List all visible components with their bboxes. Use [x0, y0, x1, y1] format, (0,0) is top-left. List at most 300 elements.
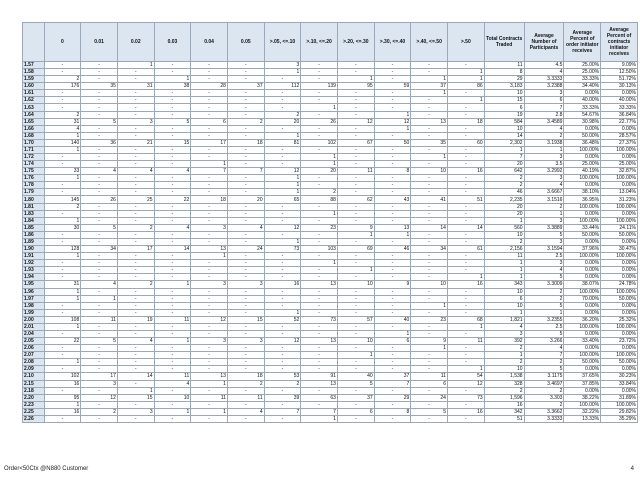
table-cell: -	[227, 69, 264, 76]
table-row	[23, 394, 638, 401]
table-cell: 51	[447, 196, 484, 203]
table-cell: 3	[484, 330, 524, 337]
table-cell: -	[191, 302, 228, 309]
table-cell: 2	[264, 380, 301, 387]
table-row	[23, 139, 638, 146]
table-cell: 2	[44, 111, 81, 118]
table-cell: 1,821	[484, 316, 524, 323]
table-cell: 9	[374, 281, 411, 288]
table-cell: 0.00%	[601, 366, 638, 373]
table-cell: 18	[447, 118, 484, 125]
table-cell: 1	[524, 210, 564, 217]
table-cell: 1	[301, 260, 338, 267]
row-label: 1.64	[23, 111, 45, 118]
table-cell: -	[447, 415, 484, 422]
table-row	[23, 146, 638, 153]
table-cell: -	[154, 111, 191, 118]
table-cell: -	[117, 154, 154, 161]
table-cell: -	[81, 189, 118, 196]
table-cell: -	[81, 161, 118, 168]
table-cell: 73	[447, 394, 484, 401]
table-cell: -	[411, 132, 448, 139]
table-cell: 4	[524, 182, 564, 189]
table-cell: -	[301, 387, 338, 394]
table-cell: 0.00%	[564, 210, 601, 217]
table-cell: -	[81, 175, 118, 182]
table-cell: 1	[337, 76, 374, 83]
table-cell: 13	[301, 281, 338, 288]
table-cell: -	[411, 182, 448, 189]
table-cell: 31	[44, 281, 81, 288]
table-row	[23, 231, 638, 238]
table-cell: 3.3889	[524, 224, 564, 231]
table-cell: 15	[484, 97, 524, 104]
table-cell: 1	[264, 132, 301, 139]
table-cell: 25	[117, 196, 154, 203]
table-cell: -	[191, 401, 228, 408]
table-cell: -	[447, 288, 484, 295]
table-cell: 25.00%	[601, 161, 638, 168]
table-row	[23, 161, 638, 168]
table-cell: -	[227, 111, 264, 118]
table-cell: 26	[301, 118, 338, 125]
table-cell: 100.00%	[564, 146, 601, 153]
table-cell: 4	[154, 224, 191, 231]
row-label: 1.60	[23, 83, 45, 90]
table-cell: 2	[524, 203, 564, 210]
table-cell: -	[117, 97, 154, 104]
table-cell: 12	[337, 118, 374, 125]
table-cell: -	[374, 76, 411, 83]
table-cell: -	[81, 203, 118, 210]
table-cell: 63	[301, 394, 338, 401]
table-cell: -	[154, 161, 191, 168]
table-cell: -	[337, 302, 374, 309]
table-cell: -	[191, 132, 228, 139]
table-cell: 1	[154, 76, 191, 83]
table-cell: -	[447, 217, 484, 224]
table-cell: 0.00%	[601, 210, 638, 217]
table-cell: -	[447, 125, 484, 132]
table-cell: 100.00%	[564, 203, 601, 210]
table-cell: -	[117, 267, 154, 274]
table-cell: 6	[411, 380, 448, 387]
table-cell: 62	[337, 196, 374, 203]
data-table	[22, 22, 638, 423]
table-cell: -	[301, 401, 338, 408]
table-cell: -	[117, 253, 154, 260]
table-cell: -	[154, 253, 191, 260]
table-cell: 1	[264, 182, 301, 189]
table-cell: -	[227, 302, 264, 309]
table-cell: 3	[264, 62, 301, 69]
table-cell: 15	[117, 394, 154, 401]
table-cell: -	[337, 238, 374, 245]
table-cell: -	[154, 132, 191, 139]
table-cell: -	[81, 90, 118, 97]
table-cell: 3	[524, 260, 564, 267]
table-cell: 30.23%	[601, 373, 638, 380]
table-cell: 1	[524, 309, 564, 316]
table-cell: -	[264, 253, 301, 260]
table-cell: -	[191, 189, 228, 196]
table-cell: 1	[81, 295, 118, 302]
table-cell: 1	[484, 309, 524, 316]
table-cell: 15	[154, 139, 191, 146]
table-cell: -	[154, 330, 191, 337]
table-cell: -	[337, 274, 374, 281]
table-cell: -	[411, 288, 448, 295]
table-cell: 5	[524, 330, 564, 337]
table-cell: 3.3333	[524, 76, 564, 83]
row-label: 2.25	[23, 408, 45, 415]
table-cell: 4	[227, 224, 264, 231]
table-cell: 5	[524, 366, 564, 373]
table-cell: 30.47%	[601, 246, 638, 253]
table-cell: -	[227, 267, 264, 274]
table-cell: -	[374, 104, 411, 111]
table-cell: 342	[484, 408, 524, 415]
table-cell: 21	[117, 139, 154, 146]
table-cell: -	[191, 366, 228, 373]
table-cell: 20	[484, 161, 524, 168]
table-cell: 6	[484, 104, 524, 111]
table-cell: -	[337, 189, 374, 196]
table-cell: 1	[447, 366, 484, 373]
table-cell: 12	[264, 168, 301, 175]
table-cell: 5	[81, 338, 118, 345]
table-cell: 14	[411, 224, 448, 231]
table-cell: -	[81, 111, 118, 118]
table-cell: -	[154, 323, 191, 330]
table-cell: 40.00%	[601, 97, 638, 104]
row-label: 1.70	[23, 139, 45, 146]
table-cell: 1	[447, 69, 484, 76]
column-header: Average Percent of order initiator receives	[564, 23, 601, 62]
row-label: 1.65	[23, 118, 45, 125]
table-cell: 1	[484, 267, 524, 274]
table-cell: -	[264, 330, 301, 337]
table-cell: 50.00%	[564, 359, 601, 366]
table-cell: 25.32%	[601, 316, 638, 323]
table-cell: 57	[337, 316, 374, 323]
table-cell: 31.89%	[601, 394, 638, 401]
row-label: 1.80	[23, 196, 45, 203]
table-cell: -	[117, 203, 154, 210]
table-row	[23, 316, 638, 323]
table-cell: -	[227, 132, 264, 139]
row-label: 1.74	[23, 161, 45, 168]
table-cell: 1	[264, 175, 301, 182]
table-cell: 10	[484, 366, 524, 373]
table-cell: -	[81, 274, 118, 281]
table-row	[23, 246, 638, 253]
table-cell: 5	[81, 118, 118, 125]
table-cell: -	[374, 288, 411, 295]
table-row	[23, 175, 638, 182]
table-cell: -	[227, 260, 264, 267]
table-cell: 14	[484, 132, 524, 139]
table-cell: 34.40%	[564, 83, 601, 90]
table-cell: 1	[44, 295, 81, 302]
table-cell: 1	[484, 274, 524, 281]
table-cell: 100.00%	[601, 323, 638, 330]
table-cell: 24.78%	[601, 281, 638, 288]
table-cell: -	[264, 387, 301, 394]
table-row	[23, 168, 638, 175]
table-cell: -	[227, 231, 264, 238]
table-cell: 0.00%	[564, 182, 601, 189]
table-cell: -	[81, 146, 118, 153]
table-cell: 26	[81, 196, 118, 203]
table-cell: -	[191, 203, 228, 210]
table-cell: 1	[411, 345, 448, 352]
table-cell: -	[411, 217, 448, 224]
row-label: 1.72	[23, 154, 45, 161]
table-cell: 0.00%	[564, 309, 601, 316]
table-cell: 0.00%	[601, 267, 638, 274]
table-cell: -	[44, 231, 81, 238]
table-cell: 20	[484, 210, 524, 217]
table-cell: 4	[117, 338, 154, 345]
table-cell: 10	[411, 168, 448, 175]
table-cell: -	[301, 62, 338, 69]
table-cell: 1	[411, 90, 448, 97]
table-cell: 59	[374, 83, 411, 90]
table-cell: -	[447, 238, 484, 245]
table-cell: 13	[191, 373, 228, 380]
table-cell: 16	[44, 380, 81, 387]
table-row	[23, 182, 638, 189]
table-cell: -	[191, 76, 228, 83]
table-cell: -	[301, 323, 338, 330]
table-cell: 5	[524, 302, 564, 309]
table-cell: 560	[484, 224, 524, 231]
table-cell: -	[337, 154, 374, 161]
table-cell: -	[227, 295, 264, 302]
table-cell: -	[301, 267, 338, 274]
table-row	[23, 260, 638, 267]
table-cell: -	[227, 182, 264, 189]
table-row	[23, 274, 638, 281]
table-cell: 3.1594	[524, 246, 564, 253]
table-cell: 13	[411, 118, 448, 125]
table-cell: 22	[44, 338, 81, 345]
table-cell: -	[154, 69, 191, 76]
row-label: 1.63	[23, 104, 45, 111]
table-cell: 12	[374, 118, 411, 125]
table-cell: -	[44, 387, 81, 394]
table-cell: -	[227, 154, 264, 161]
table-cell: -	[117, 90, 154, 97]
table-cell: -	[447, 62, 484, 69]
table-cell: 7	[301, 408, 338, 415]
table-cell: -	[191, 125, 228, 132]
table-cell: 2.5	[524, 323, 564, 330]
table-cell: 4	[524, 345, 564, 352]
table-cell: 1	[301, 154, 338, 161]
table-cell: 584	[484, 118, 524, 125]
table-cell: -	[337, 387, 374, 394]
table-cell: -	[154, 415, 191, 422]
table-cell: 5	[81, 224, 118, 231]
table-cell: -	[411, 210, 448, 217]
table-cell: -	[154, 203, 191, 210]
table-cell: -	[374, 415, 411, 422]
table-cell: -	[374, 146, 411, 153]
table-cell: 13.04%	[601, 189, 638, 196]
table-cell: -	[337, 401, 374, 408]
table-cell: -	[411, 330, 448, 337]
table-cell: 1	[44, 132, 81, 139]
table-cell: 11	[337, 168, 374, 175]
table-cell: -	[411, 62, 448, 69]
table-cell: -	[117, 359, 154, 366]
table-cell: -	[301, 330, 338, 337]
table-cell: -	[191, 104, 228, 111]
table-cell: 17	[191, 139, 228, 146]
table-cell: -	[264, 125, 301, 132]
table-cell: 35	[81, 83, 118, 90]
table-cell: -	[154, 366, 191, 373]
table-cell: -	[117, 366, 154, 373]
table-cell: -	[374, 295, 411, 302]
table-cell: 25.00%	[564, 69, 601, 76]
table-cell: -	[154, 238, 191, 245]
table-cell: -	[227, 415, 264, 422]
table-cell: -	[301, 302, 338, 309]
table-row	[23, 132, 638, 139]
table-cell: 36	[81, 139, 118, 146]
table-cell: 100.00%	[601, 146, 638, 153]
table-row	[23, 373, 638, 380]
row-label: 1.97	[23, 295, 45, 302]
table-cell: 3	[524, 90, 564, 97]
table-cell: -	[81, 345, 118, 352]
table-cell: 40.19%	[564, 168, 601, 175]
table-cell: 54.67%	[564, 111, 601, 118]
table-cell: 67	[337, 139, 374, 146]
table-cell: 65	[264, 196, 301, 203]
table-cell: -	[44, 366, 81, 373]
table-cell: 139	[301, 83, 338, 90]
table-cell: -	[411, 295, 448, 302]
table-cell: -	[154, 267, 191, 274]
row-label: 2.10	[23, 373, 45, 380]
table-cell: 33.33%	[564, 104, 601, 111]
table-cell: 0.00%	[601, 238, 638, 245]
table-cell: 3.4589	[524, 118, 564, 125]
table-cell: -	[374, 309, 411, 316]
table-cell: 3.1175	[524, 373, 564, 380]
table-cell: -	[117, 309, 154, 316]
table-cell: -	[81, 387, 118, 394]
table-cell: 140	[44, 139, 81, 146]
table-cell: -	[117, 260, 154, 267]
table-cell: -	[301, 175, 338, 182]
table-cell: -	[337, 90, 374, 97]
table-cell: 1	[374, 231, 411, 238]
table-cell: -	[81, 104, 118, 111]
table-cell: -	[117, 238, 154, 245]
table-cell: 95	[337, 83, 374, 90]
table-cell: -	[154, 309, 191, 316]
table-cell: 1	[447, 274, 484, 281]
table-cell: -	[337, 104, 374, 111]
table-cell: 18	[227, 139, 264, 146]
table-cell: -	[264, 274, 301, 281]
table-cell: 2	[44, 76, 81, 83]
table-cell: 0.00%	[564, 154, 601, 161]
row-label: 2.06	[23, 345, 45, 352]
table-cell: -	[117, 161, 154, 168]
table-row	[23, 380, 638, 387]
table-cell: -	[191, 309, 228, 316]
table-cell: 1	[44, 175, 81, 182]
table-cell: -	[191, 111, 228, 118]
table-cell: -	[81, 238, 118, 245]
table-cell: -	[44, 189, 81, 196]
table-cell: 33	[44, 168, 81, 175]
table-cell: -	[447, 352, 484, 359]
table-cell: 3.2388	[524, 83, 564, 90]
table-cell: -	[374, 175, 411, 182]
table-cell: -	[154, 217, 191, 224]
table-cell: -	[154, 274, 191, 281]
table-cell: 343	[484, 281, 524, 288]
table-cell: 1	[117, 387, 154, 394]
table-cell: 22	[154, 196, 191, 203]
table-cell: -	[374, 69, 411, 76]
table-cell: 33.84%	[601, 380, 638, 387]
table-cell: 1	[374, 125, 411, 132]
table-cell: 12	[447, 380, 484, 387]
table-row	[23, 76, 638, 83]
table-cell: -	[411, 352, 448, 359]
table-cell: 1	[44, 253, 81, 260]
table-cell: 11	[447, 338, 484, 345]
table-row	[23, 281, 638, 288]
row-label: 1.58	[23, 69, 45, 76]
table-cell: 53	[264, 373, 301, 380]
table-cell: -	[264, 217, 301, 224]
table-cell: -	[227, 387, 264, 394]
table-cell: -	[264, 401, 301, 408]
table-cell: -	[301, 217, 338, 224]
table-cell: 100.00%	[601, 203, 638, 210]
table-cell: -	[337, 260, 374, 267]
table-cell: 1	[301, 161, 338, 168]
table-cell: 0.00%	[601, 330, 638, 337]
row-label: 2.23	[23, 401, 45, 408]
table-cell: 33.40%	[564, 338, 601, 345]
table-cell: 3	[191, 281, 228, 288]
table-cell: -	[44, 302, 81, 309]
table-cell: -	[81, 366, 118, 373]
table-cell: -	[301, 295, 338, 302]
table-cell: -	[337, 146, 374, 153]
table-cell: 12.50%	[601, 69, 638, 76]
table-cell: -	[154, 231, 191, 238]
table-cell: -	[301, 203, 338, 210]
table-cell: 50	[374, 139, 411, 146]
table-row	[23, 366, 638, 373]
table-cell: -	[81, 231, 118, 238]
table-cell: 16	[447, 281, 484, 288]
table-cell: -	[81, 154, 118, 161]
table-cell: 100.00%	[601, 217, 638, 224]
table-cell: 31	[44, 118, 81, 125]
